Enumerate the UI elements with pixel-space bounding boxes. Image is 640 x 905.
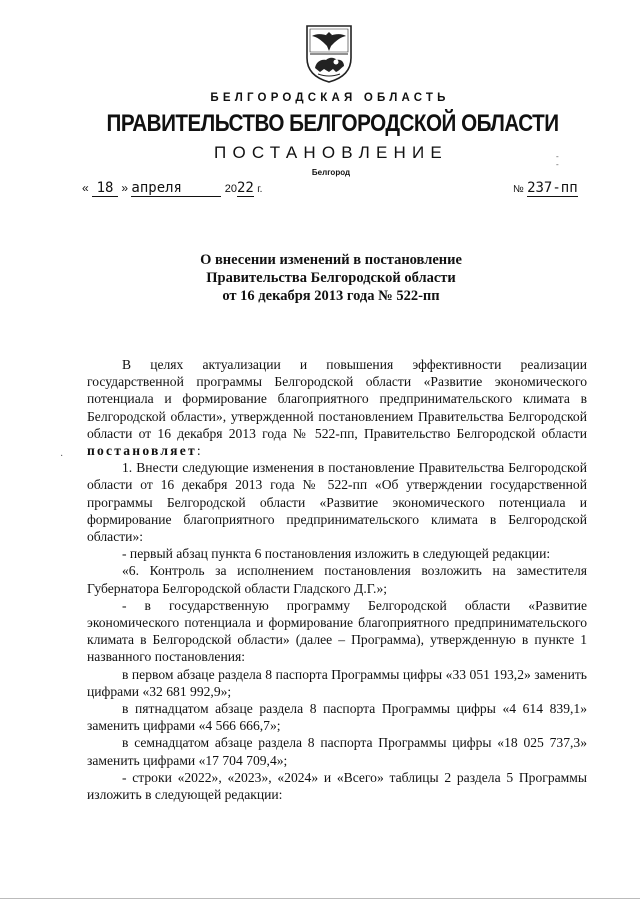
paragraph-abz-1: в первом абзаце раздела 8 паспорта Программы цифры «33 051 193,2» заменить цифрами «32 681 992,9»; xyxy=(87,666,587,699)
scan-mark: ‑ xyxy=(556,152,559,161)
paragraph-item-1: 1. Внести следующие изменения в постановление Правительства Белгородской области от 16 декабря 2013 года № 522-пп «Об утверждении государственной программы Белгородской области «Развитие экономического потенциала и формирование благоприятного предпринимательского климата в Белгородской области»: xyxy=(87,460,587,545)
paragraph-item-point6: - первый абзац пункта 6 постановления изложить в следующей редакции: xyxy=(122,546,551,562)
city-label: Белгород xyxy=(311,168,351,177)
number-sign: № xyxy=(513,184,524,195)
page-bottom-edge xyxy=(0,898,640,899)
number-value: 237-пп xyxy=(527,180,578,196)
preamble-text: В целях актуализации и повышения эффективности реализации государственной программы Белгородской области «Развитие экономического потенциала и формирование благоприятного предпринимательского климата в Белгородской области», утвержденной постановлением Правительства Белгородской области от 16 декабря 2013 года № 522-пп, Правительство Белгородской области xyxy=(87,357,587,441)
paragraph-preamble xyxy=(87,356,587,459)
document-date xyxy=(82,180,262,197)
document-number xyxy=(513,180,578,196)
title-line-1: О внесении изменений в постановление xyxy=(200,252,462,268)
document-title xyxy=(0,251,640,305)
date-year-unit: г. xyxy=(257,184,263,195)
decree-word: постановляет xyxy=(87,443,197,459)
document-body xyxy=(87,356,587,803)
paragraph-quote-point6: «6. Контроль за исполнением постановления возложить на заместителя Губернатора Белгородской области Гладского Д.Г.»; xyxy=(87,563,587,596)
paragraph-table-rows: - строки «2022», «2023», «2024» и «Всего» таблицы 2 раздела 5 Программы изложить в следующей редакции: xyxy=(87,769,587,803)
paragraph-program-changes: - в государственную программу Белгородской области «Развитие экономического потенциала и формирование благоприятного предпринимательского климата в Белгородской области» (далее – Программа), утвержденную в пункте 1 названного постановления: xyxy=(87,597,587,665)
region-heading: БЕЛГОРОДСКАЯ ОБЛАСТЬ xyxy=(210,92,450,104)
date-month: апреля xyxy=(131,180,221,197)
paragraph-abz-15: в пятнадцатом абзаце раздела 8 паспорта Программы цифры «4 614 839,1» заменить цифрами «4 566 666,7»; xyxy=(87,701,587,734)
paragraph-abz-17: в семнадцатом абзаце раздела 8 паспорта Программы цифры «18 025 737,3» заменить цифрами «17 704 709,4»; xyxy=(87,735,587,768)
government-heading: ПРАВИТЕЛЬСТВО БЕЛГОРОДСКОЙ ОБЛАСТИ xyxy=(106,110,559,137)
scan-mark: · xyxy=(60,451,64,462)
date-close-quote: » xyxy=(121,181,129,195)
title-line-3: от 16 декабря 2013 года № 522-пп xyxy=(222,288,440,304)
document-type: ПОСТАНОВЛЕНИЕ xyxy=(214,143,448,162)
scan-mark: ‑ xyxy=(556,160,559,169)
belgorod-coat-of-arms-icon xyxy=(303,22,355,84)
preamble-end: : xyxy=(196,443,201,459)
title-line-2: Правительства Белгородской области xyxy=(206,270,456,286)
date-year-prefix: 20 xyxy=(224,183,237,195)
date-year-suffix: 22 xyxy=(237,180,254,196)
date-open-quote: « xyxy=(82,181,89,195)
date-day: 18 xyxy=(92,180,118,197)
